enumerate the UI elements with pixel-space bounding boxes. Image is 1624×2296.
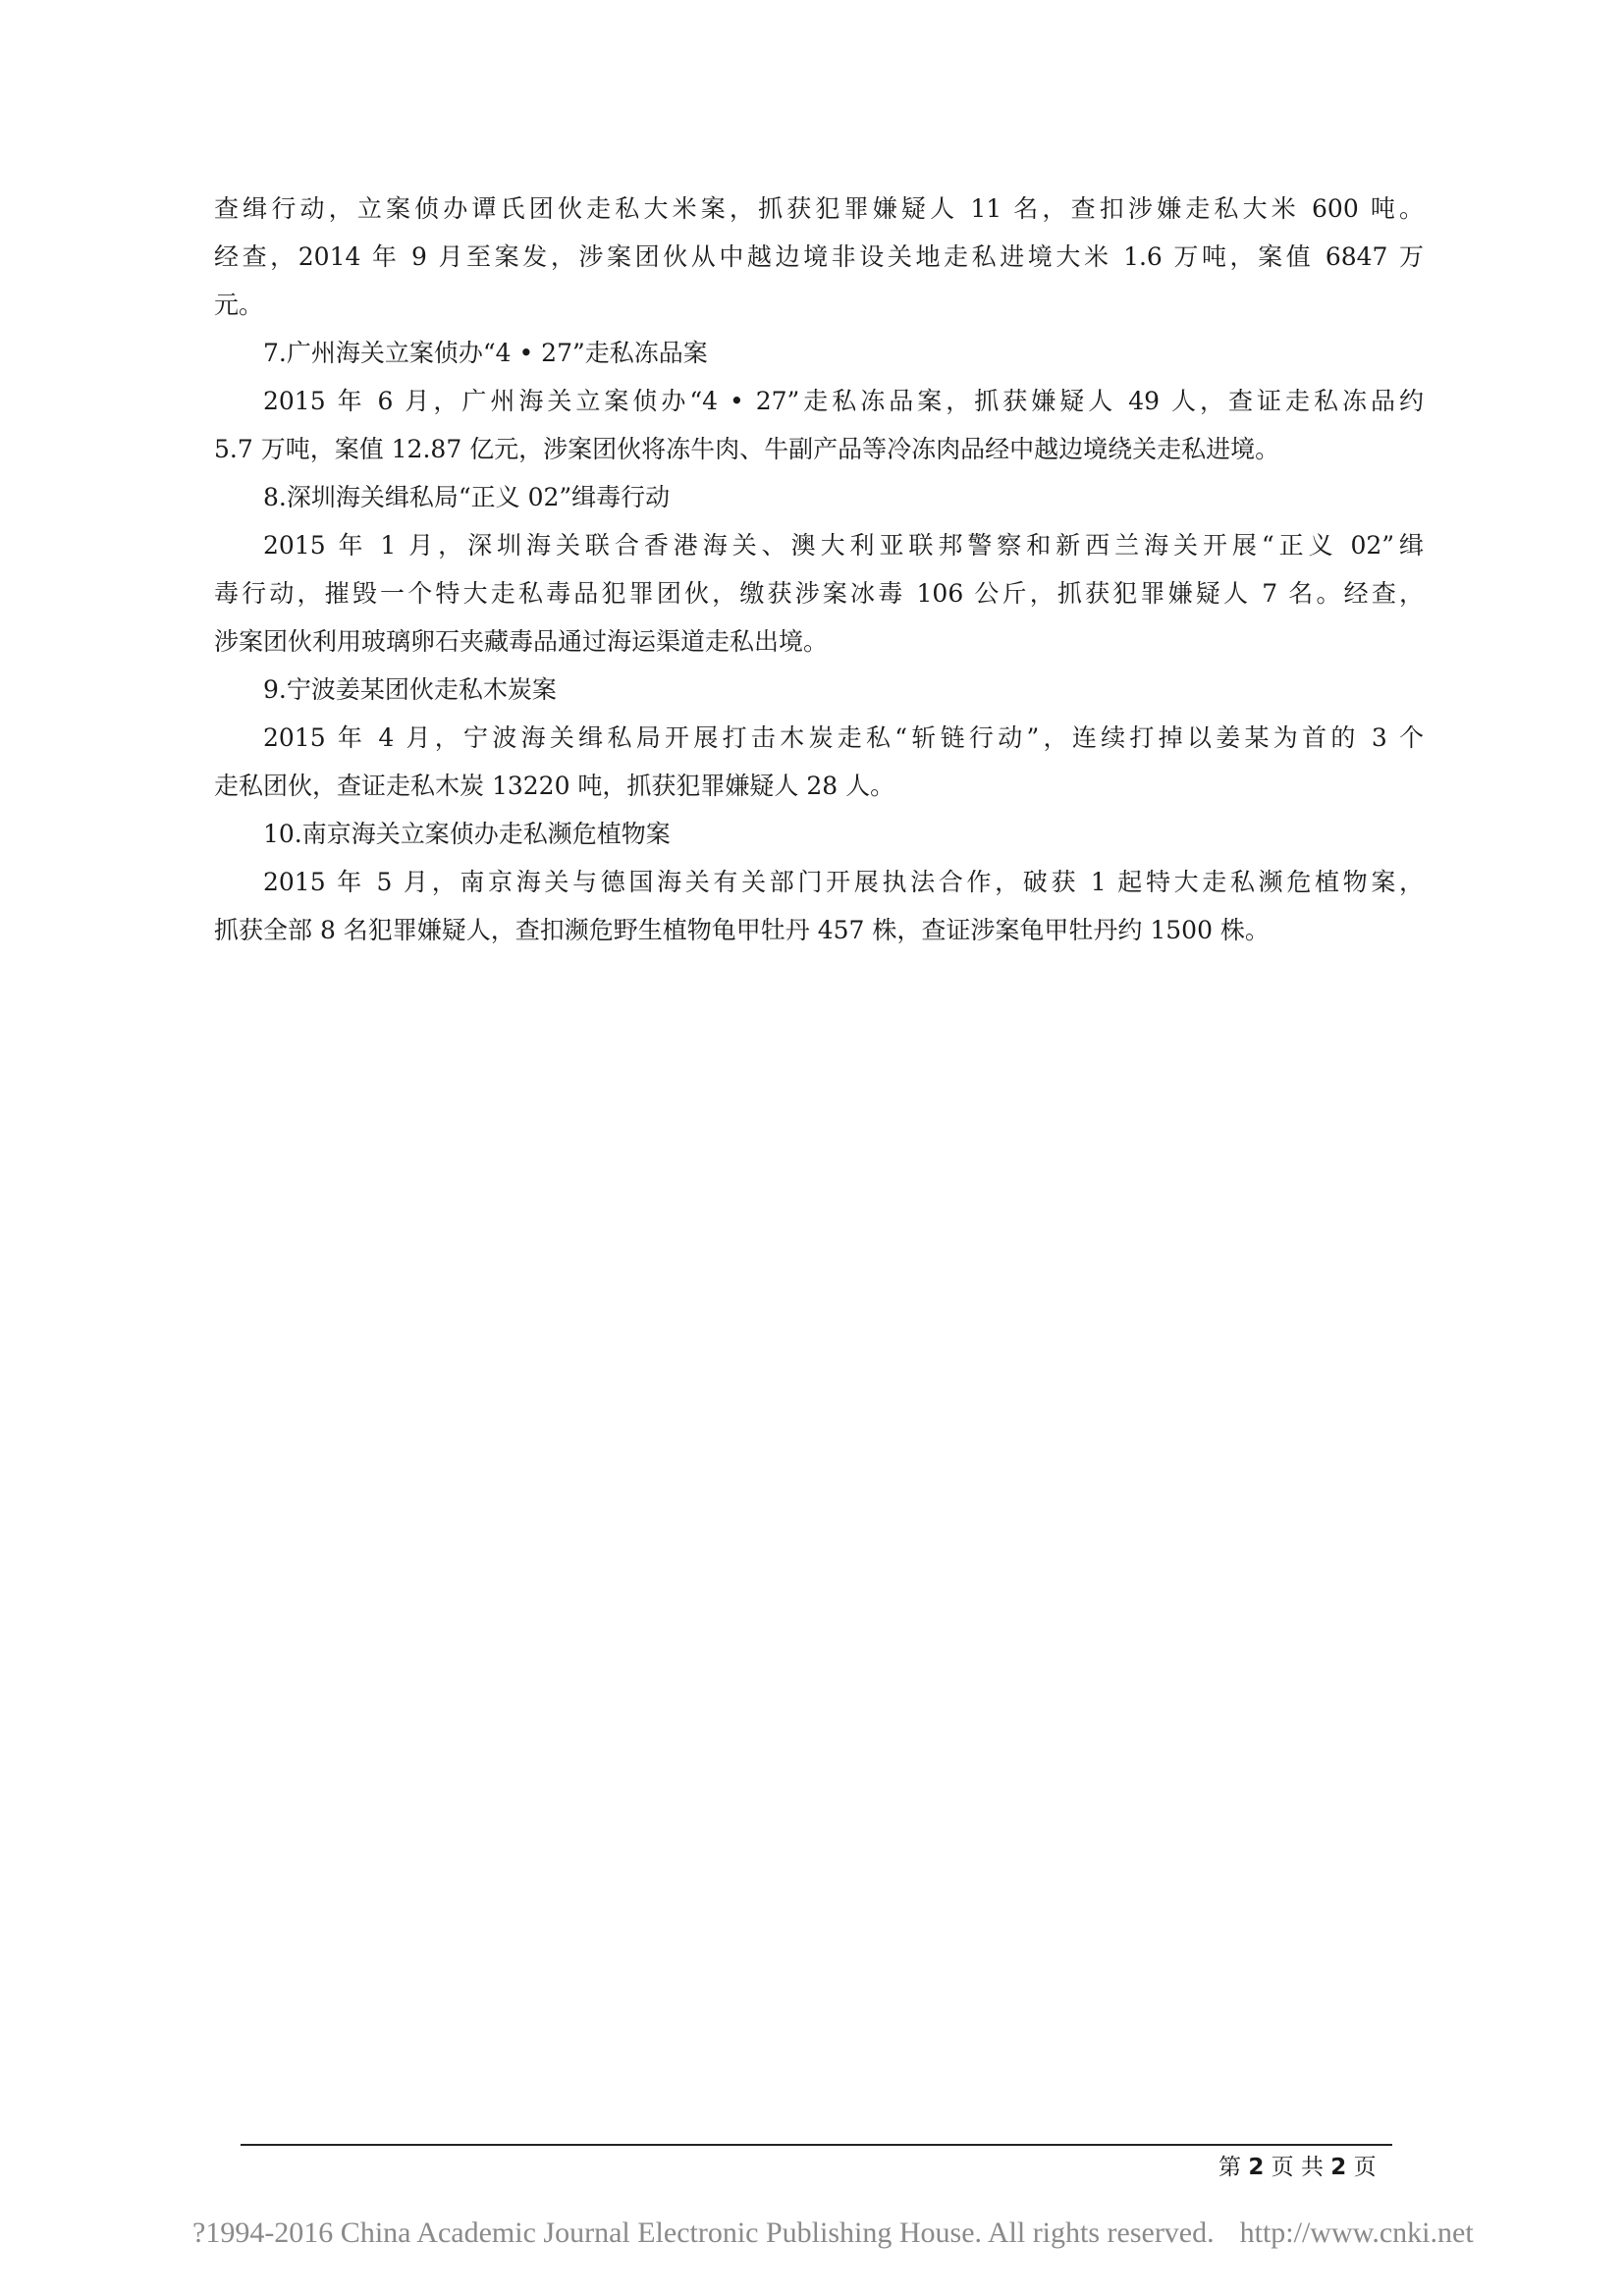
page-current: 2 — [1248, 2155, 1265, 2180]
text-line: 2015 年 6 月，广州海关立案侦办“4 • 27”走私冻品案，抓获嫌疑人 49 人，查证走私冻品约 — [263, 387, 1424, 415]
page-number — [1218, 2153, 1377, 2182]
text-line: 10.南京海关立案侦办走私濒危植物案 — [263, 820, 671, 848]
text-line: 2015 年 1 月，深圳海关联合香港海关、澳大利亚联邦警察和新西兰海关开展“正义 02”缉 — [263, 531, 1424, 560]
text-line: 元。 — [214, 291, 264, 319]
text-line: 涉案团伙利用玻璃卵石夹藏毒品通过海运渠道走私出境。 — [214, 627, 829, 656]
text-line: 经查，2014 年 9 月至案发，涉案团伙从中越边境非设关地走私进境大米 1.6 万吨，案值 6847 万 — [214, 242, 1424, 271]
text-line: 7.广州海关立案侦办“4 • 27”走私冻品案 — [263, 339, 708, 367]
text-line: 2015 年 4 月，宁波海关缉私局开展打击木炭走私“斩链行动”，连续打掉以姜某为首的 3 个 — [263, 723, 1424, 752]
text-line: 8.深圳海关缉私局“正义 02”缉毒行动 — [263, 483, 671, 511]
page-suffix: 页 — [1353, 2155, 1377, 2180]
page-total: 2 — [1330, 2155, 1347, 2180]
text-line: 抓获全部 8 名犯罪嫌疑人，查扣濒危野生植物龟甲牡丹 457 株，查证涉案龟甲牡丹约 1500 株。 — [214, 916, 1270, 944]
copyright-text: ?1994-2016 China Academic Journal Electronic Publishing House. All rights reserved. — [192, 2216, 1215, 2249]
article-body — [214, 192, 1424, 962]
text-line: 9.宁波姜某团伙走私木炭案 — [263, 675, 557, 704]
text-line: 5.7 万吨，案值 12.87 亿元，涉案团伙将冻牛肉、牛副产品等冷冻肉品经中越边境绕关走私进境。 — [214, 435, 1280, 463]
text-line: 走私团伙，查证走私木炭 13220 吨，抓获犯罪嫌疑人 28 人。 — [214, 772, 895, 800]
copyright-url[interactable]: http://www.cnki.net — [1239, 2216, 1474, 2249]
text-line: 2015 年 5 月，南京海关与德国海关有关部门开展执法合作，破获 1 起特大走私濒危植物案， — [263, 868, 1424, 896]
text-line: 查缉行动，立案侦办谭氏团伙走私大米案，抓获犯罪嫌疑人 11 名，查扣涉嫌走私大米 600 吨。 — [214, 194, 1424, 223]
copyright-notice — [192, 2216, 1474, 2250]
page-mid: 页 共 — [1271, 2155, 1324, 2180]
footer-divider — [241, 2144, 1392, 2146]
page-prefix: 第 — [1218, 2155, 1241, 2180]
text-line: 毒行动，摧毁一个特大走私毒品犯罪团伙，缴获涉案冰毒 106 公斤，抓获犯罪嫌疑人 7 名。经查， — [214, 579, 1424, 608]
